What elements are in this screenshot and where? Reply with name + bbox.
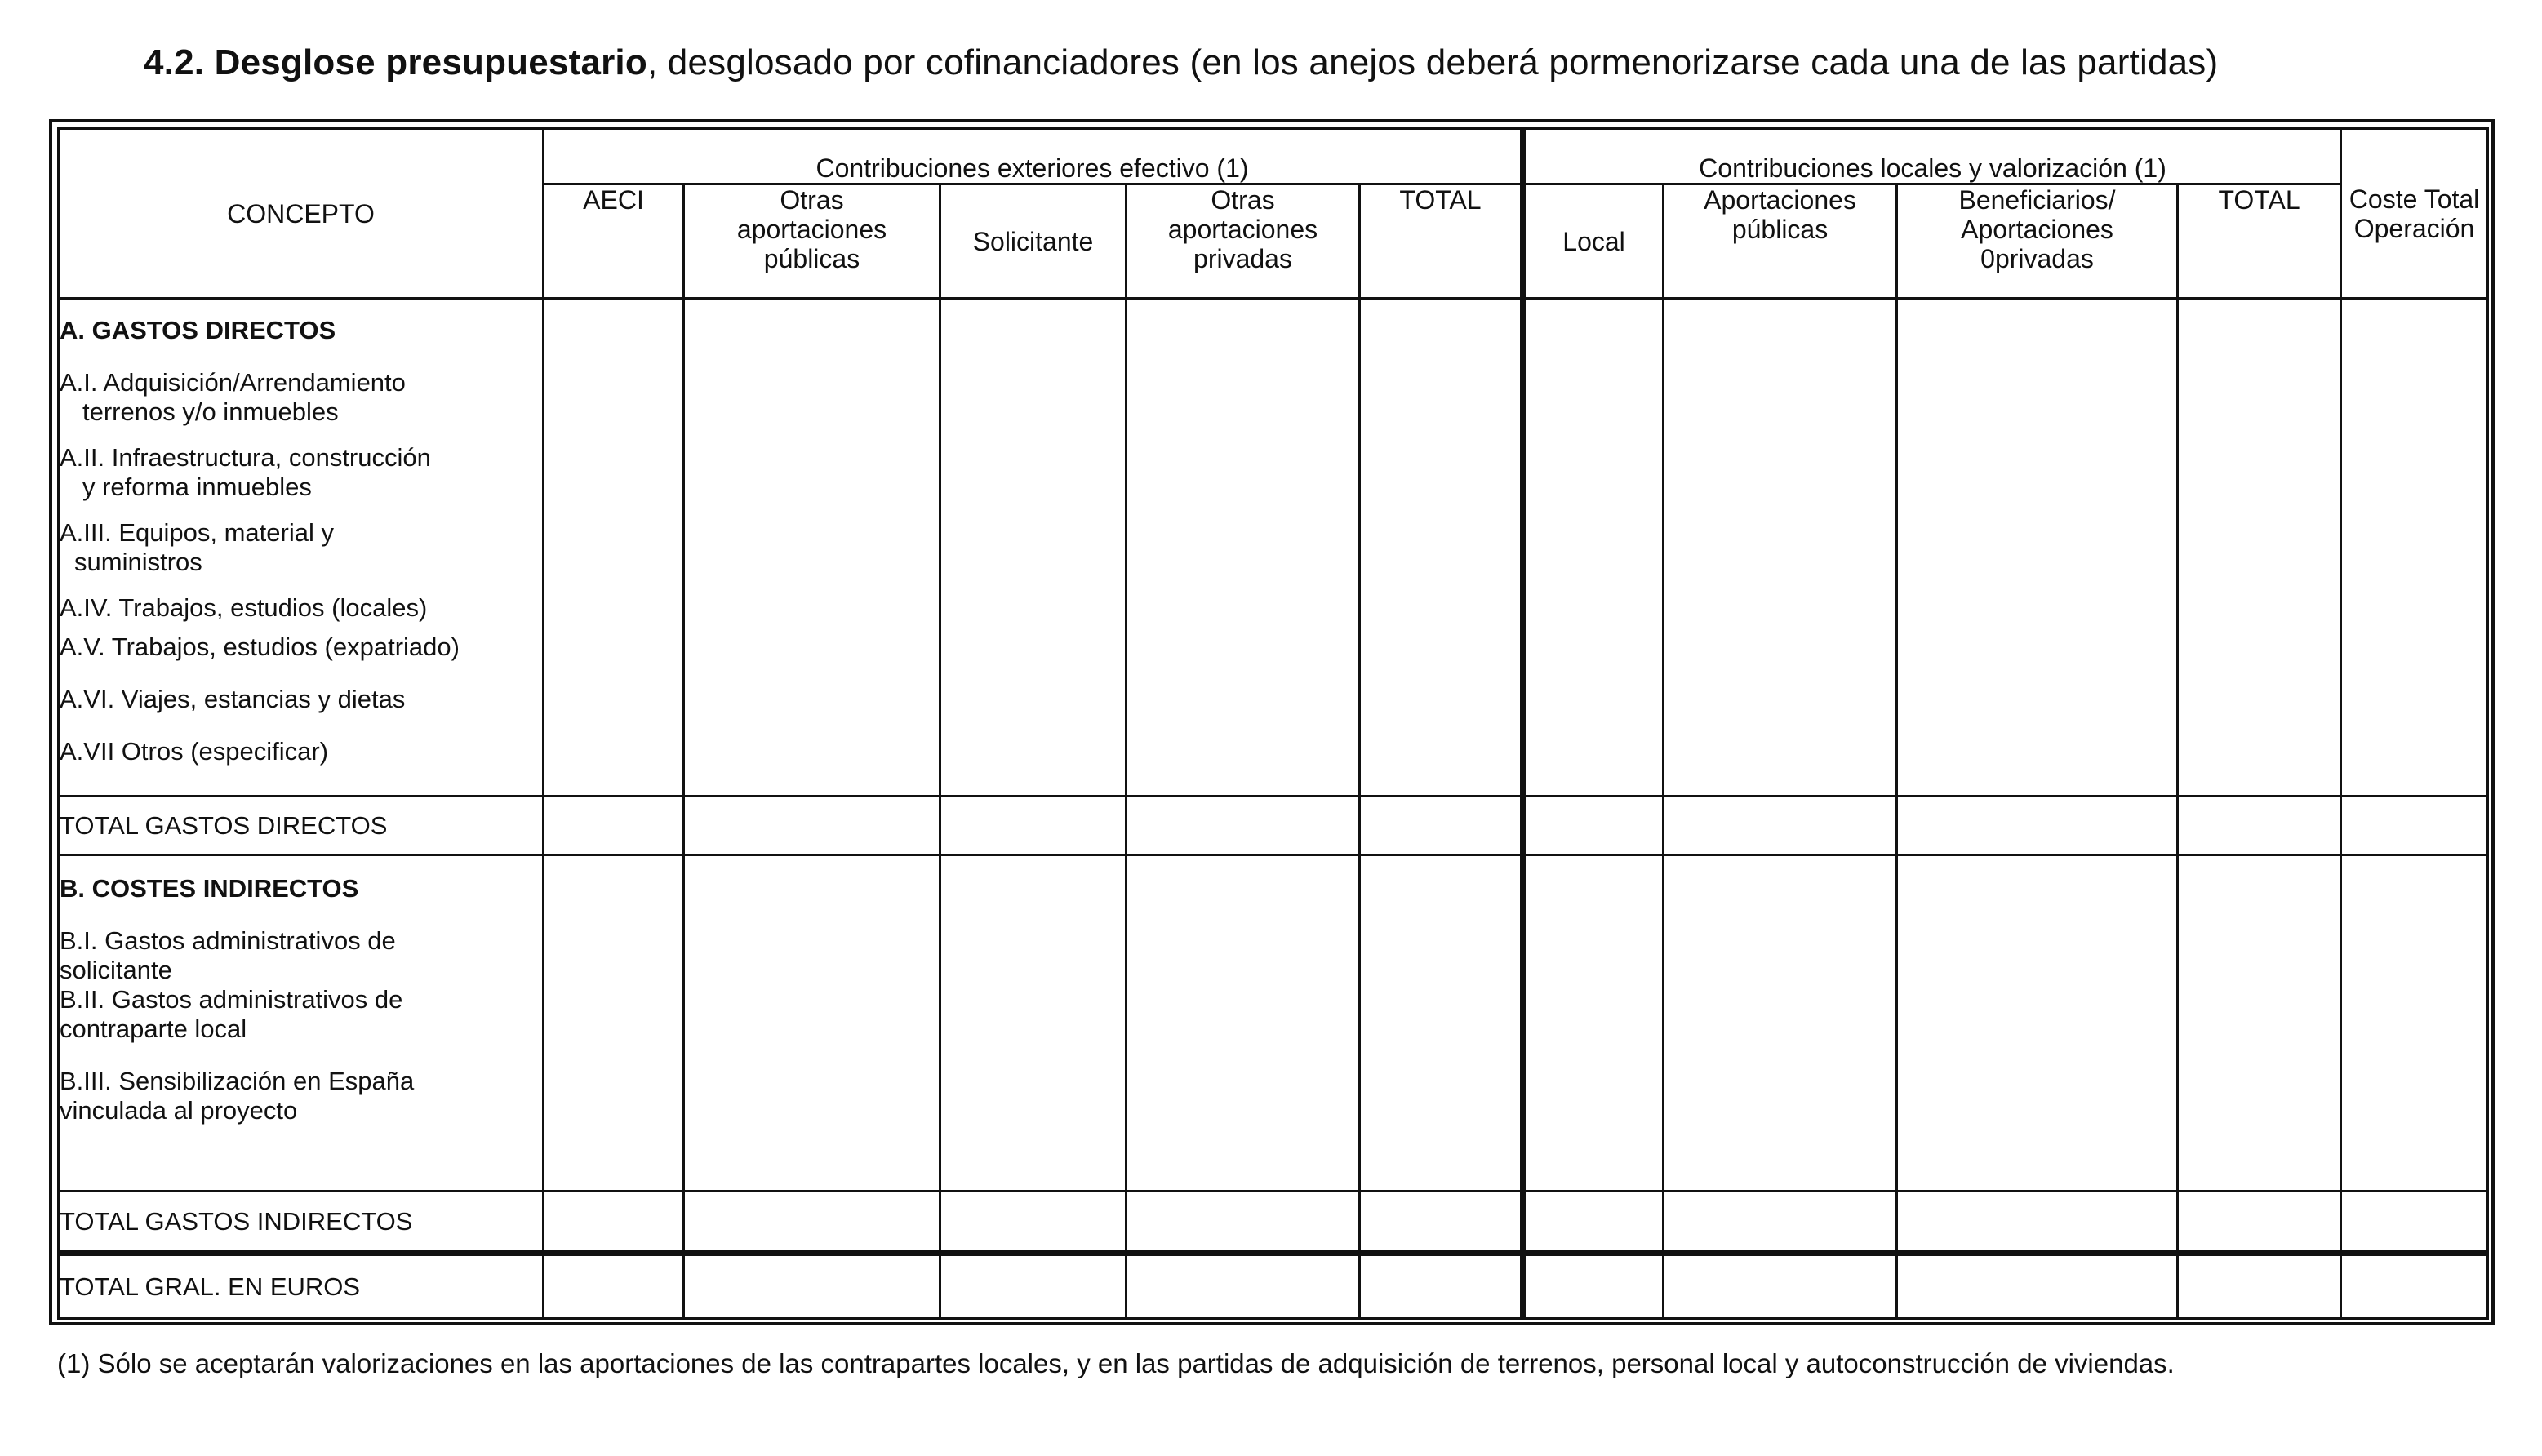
item-line: A.II. Infraestructura, construcción <box>60 443 431 472</box>
footnote: (1) Sólo se aceptarán valorizaciones en las aportaciones de las contrapartes locales, y en las partidas de adquisición de terrenos, personal local y autoconstrucción de viviendas. <box>57 1348 2175 1378</box>
col-solicitante-header: Solicitante <box>940 184 1127 299</box>
table-cell <box>1523 299 1664 797</box>
total-op-header <box>2341 129 2488 299</box>
table-cell <box>2341 855 2488 1192</box>
item-line: A.VII Otros (especificar) <box>60 737 329 766</box>
col-otras-publicas-header <box>684 184 940 299</box>
table-cell <box>1127 299 1360 797</box>
total-directos-label: TOTAL GASTOS DIRECTOS <box>59 797 544 855</box>
table-cell <box>544 1254 684 1319</box>
table-cell <box>1664 797 1897 855</box>
table-cell <box>1664 855 1897 1192</box>
table-cell <box>1360 1192 1523 1254</box>
col-aeci-header: AECI <box>544 184 684 299</box>
table-cell <box>1664 1254 1897 1319</box>
item-line: suministros <box>74 548 202 576</box>
item-line: vinculada al proyecto <box>60 1096 298 1125</box>
table-cell <box>1897 855 2178 1192</box>
item-line: A.VI. Viajes, estancias y dietas <box>60 685 406 713</box>
total-op-line: Operación <box>2353 213 2475 243</box>
total-indirectos-label: TOTAL GASTOS INDIRECTOS <box>59 1192 544 1254</box>
header-line: Aportaciones <box>1704 185 1856 215</box>
table-cell <box>2341 1192 2488 1254</box>
item-line: contraparte local <box>60 1014 247 1043</box>
item-line: B.III. Sensibilización en España <box>60 1067 415 1095</box>
header-line: aportaciones <box>736 215 887 244</box>
table-cell <box>940 299 1127 797</box>
total-op-line: Coste Total <box>2349 184 2480 214</box>
item-line: A.V. Trabajos, estudios (expatriado) <box>60 633 460 661</box>
table-cell <box>1360 797 1523 855</box>
table-cell <box>1360 855 1523 1192</box>
col-ext-total-header: TOTAL <box>1360 184 1523 299</box>
header-line: Aportaciones <box>1961 215 2113 244</box>
table-cell <box>2178 1254 2341 1319</box>
concept-header: CONCEPTO <box>59 129 544 299</box>
header-line: Otras <box>1211 185 1275 215</box>
table-cell <box>1664 1192 1897 1254</box>
item-line: y reforma inmuebles <box>82 473 312 501</box>
table-cell <box>2178 855 2341 1192</box>
table-cell <box>1523 797 1664 855</box>
item-line: A.IV. Trabajos, estudios (locales) <box>60 593 428 622</box>
table-cell <box>2178 299 2341 797</box>
table-cell <box>1127 855 1360 1192</box>
section-heading <box>144 42 2218 83</box>
table-cell <box>544 299 684 797</box>
item-line: B.I. Gastos administrativos de <box>60 926 396 955</box>
table-cell <box>684 1192 940 1254</box>
col-beneficiarios-header <box>1897 184 2178 299</box>
table-cell <box>1127 797 1360 855</box>
col-local-total-header: TOTAL <box>2178 184 2341 299</box>
table-cell <box>940 797 1127 855</box>
table-cell <box>684 1254 940 1319</box>
table-cell <box>1897 299 2178 797</box>
col-otras-privadas-header <box>1127 184 1360 299</box>
header-line: aportaciones <box>1167 215 1318 244</box>
item-line: solicitante <box>60 956 172 984</box>
table-cell <box>1897 1192 2178 1254</box>
table-cell <box>544 1192 684 1254</box>
group-local-header: Contribuciones locales y valorización (1) <box>1523 129 2341 184</box>
table-cell <box>940 1254 1127 1319</box>
header-line: públicas <box>1731 215 1829 244</box>
table-cell <box>940 1192 1127 1254</box>
item-line: terrenos y/o inmuebles <box>82 397 339 426</box>
section-b-cell <box>59 855 544 1192</box>
section-a-title: A. GASTOS DIRECTOS <box>60 316 336 344</box>
header-line: 0privadas <box>1980 244 2094 273</box>
table-cell <box>544 797 684 855</box>
table-cell <box>2178 1192 2341 1254</box>
col-aport-publicas-header <box>1664 184 1897 299</box>
section-a-cell <box>59 299 544 797</box>
item-line: A.I. Adquisición/Arrendamiento <box>60 368 406 397</box>
header-line: Otras <box>780 185 844 215</box>
header-line: privadas <box>1193 244 1292 273</box>
table-cell <box>2341 299 2488 797</box>
table-cell <box>684 299 940 797</box>
table-cell <box>2341 797 2488 855</box>
table-cell <box>1897 1254 2178 1319</box>
section-heading-rest: , desglosado por cofinanciadores (en los anejos deberá pormenorizarse cada una de las partidas) <box>647 42 2219 82</box>
table-cell <box>544 855 684 1192</box>
item-line: A.III. Equipos, material y <box>60 518 334 547</box>
table-cell <box>940 855 1127 1192</box>
table-cell <box>1127 1192 1360 1254</box>
table-cell <box>1360 299 1523 797</box>
table-cell <box>1360 1254 1523 1319</box>
header-line: públicas <box>763 244 860 273</box>
col-local-header: Local <box>1523 184 1664 299</box>
budget-table <box>57 127 2489 1320</box>
section-b-title: B. COSTES INDIRECTOS <box>60 874 359 903</box>
table-cell <box>2341 1254 2488 1319</box>
item-line: B.II. Gastos administrativos de <box>60 985 403 1014</box>
table-cell <box>1127 1254 1360 1319</box>
table-cell <box>1523 1254 1664 1319</box>
table-cell <box>1897 797 2178 855</box>
group-ext-header: Contribuciones exteriores efectivo (1) <box>544 129 1523 184</box>
table-cell <box>1664 299 1897 797</box>
table-cell <box>684 797 940 855</box>
header-line: Beneficiarios/ <box>1958 185 2116 215</box>
section-heading-bold: 4.2. Desglose presupuestario <box>144 42 647 82</box>
table-cell <box>2178 797 2341 855</box>
table-cell <box>1523 1192 1664 1254</box>
table-cell <box>1523 855 1664 1192</box>
total-general-label: TOTAL GRAL. EN EUROS <box>59 1254 544 1319</box>
table-cell <box>684 855 940 1192</box>
